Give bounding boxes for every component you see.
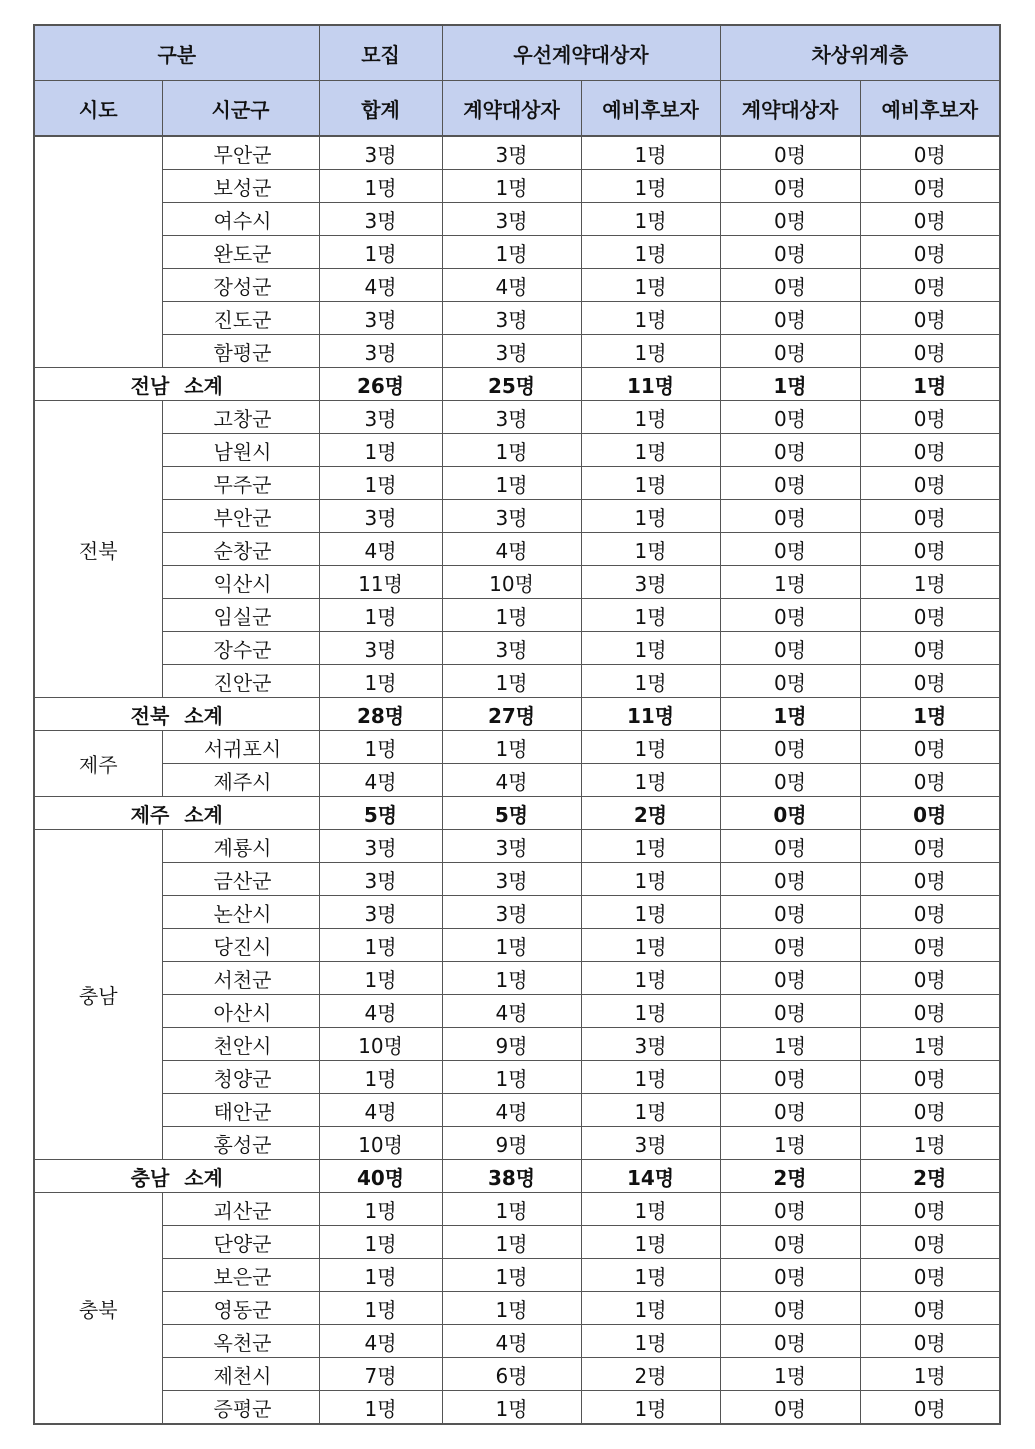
priority-reserve-cell: 1명 xyxy=(581,269,720,302)
subtotal-label: 제주 소계 xyxy=(34,797,319,830)
near-contract-cell: 0명 xyxy=(720,533,860,566)
near-contract-cell: 0명 xyxy=(720,863,860,896)
table-row xyxy=(34,1193,1000,1226)
near-reserve-cell: 0명 xyxy=(860,500,1000,533)
priority-reserve-cell: 3명 xyxy=(581,566,720,599)
total-cell: 1명 xyxy=(319,1061,442,1094)
table-row xyxy=(34,1127,1000,1160)
priority-reserve-cell: 1명 xyxy=(581,302,720,335)
sigungu-cell: 장성군 xyxy=(162,269,319,302)
priority-reserve-cell: 1명 xyxy=(581,335,720,368)
near-reserve-cell: 1명 xyxy=(860,1028,1000,1061)
table-body xyxy=(34,136,1000,1424)
table-row xyxy=(34,302,1000,335)
near-contract-cell: 0명 xyxy=(720,1292,860,1325)
priority-contract-cell: 1명 xyxy=(442,929,581,962)
near-reserve-cell: 0명 xyxy=(860,302,1000,335)
header-group: 구분 xyxy=(34,25,319,81)
sigungu-cell: 계룡시 xyxy=(162,830,319,863)
near-reserve-cell: 0명 xyxy=(860,1259,1000,1292)
priority-reserve-cell: 1명 xyxy=(581,170,720,203)
priority-contract-cell: 3명 xyxy=(442,896,581,929)
priority-reserve-cell: 1명 xyxy=(581,434,720,467)
near-reserve-cell: 0명 xyxy=(860,1061,1000,1094)
near-reserve-cell: 0명 xyxy=(860,995,1000,1028)
sigungu-cell: 청양군 xyxy=(162,1061,319,1094)
priority-contract-cell: 9명 xyxy=(442,1028,581,1061)
near-contract-cell: 1명 xyxy=(720,1127,860,1160)
subtotal-label: 충남 소계 xyxy=(34,1160,319,1193)
priority-reserve-cell: 1명 xyxy=(581,929,720,962)
priority-contract-cell: 3명 xyxy=(442,500,581,533)
subtotal-total-cell: 28명 xyxy=(319,698,442,731)
priority-contract-cell: 1명 xyxy=(442,434,581,467)
sigungu-cell: 진도군 xyxy=(162,302,319,335)
near-contract-cell: 0명 xyxy=(720,1193,860,1226)
priority-contract-cell: 1명 xyxy=(442,467,581,500)
header-near-reserve: 예비후보자 xyxy=(860,81,1000,137)
subtotal-row xyxy=(34,698,1000,731)
priority-contract-cell: 4명 xyxy=(442,533,581,566)
table-row xyxy=(34,1325,1000,1358)
table-row xyxy=(34,863,1000,896)
total-cell: 1명 xyxy=(319,1193,442,1226)
total-cell: 3명 xyxy=(319,896,442,929)
total-cell: 3명 xyxy=(319,401,442,434)
total-cell: 4명 xyxy=(319,764,442,797)
table-row xyxy=(34,236,1000,269)
total-cell: 1명 xyxy=(319,665,442,698)
priority-contract-cell: 1명 xyxy=(442,1193,581,1226)
subtotal-priority-reserve-cell: 14명 xyxy=(581,1160,720,1193)
total-cell: 1명 xyxy=(319,1391,442,1425)
priority-reserve-cell: 1명 xyxy=(581,203,720,236)
table-row xyxy=(34,566,1000,599)
near-reserve-cell: 0명 xyxy=(860,401,1000,434)
sigungu-cell: 부안군 xyxy=(162,500,319,533)
table-row xyxy=(34,1391,1000,1425)
total-cell: 1명 xyxy=(319,731,442,764)
near-reserve-cell: 0명 xyxy=(860,731,1000,764)
near-contract-cell: 0명 xyxy=(720,302,860,335)
priority-contract-cell: 3명 xyxy=(442,203,581,236)
near-contract-cell: 0명 xyxy=(720,335,860,368)
near-contract-cell: 0명 xyxy=(720,401,860,434)
near-contract-cell: 0명 xyxy=(720,1391,860,1425)
priority-reserve-cell: 1명 xyxy=(581,1259,720,1292)
priority-reserve-cell: 3명 xyxy=(581,1028,720,1061)
priority-contract-cell: 3명 xyxy=(442,136,581,170)
near-contract-cell: 0명 xyxy=(720,731,860,764)
priority-reserve-cell: 1명 xyxy=(581,1094,720,1127)
sigungu-cell: 보은군 xyxy=(162,1259,319,1292)
near-contract-cell: 0명 xyxy=(720,962,860,995)
priority-contract-cell: 1명 xyxy=(442,665,581,698)
total-cell: 3명 xyxy=(319,863,442,896)
priority-contract-cell: 1명 xyxy=(442,1061,581,1094)
priority-contract-cell: 3명 xyxy=(442,632,581,665)
table-header xyxy=(34,25,1000,136)
sigungu-cell: 여수시 xyxy=(162,203,319,236)
table-row xyxy=(34,434,1000,467)
table-row xyxy=(34,731,1000,764)
subtotal-total-cell: 5명 xyxy=(319,797,442,830)
total-cell: 4명 xyxy=(319,533,442,566)
header-near-poverty: 차상위계층 xyxy=(720,25,1000,81)
priority-reserve-cell: 1명 xyxy=(581,1325,720,1358)
priority-contract-cell: 1명 xyxy=(442,962,581,995)
sido-cell: 충남 xyxy=(34,830,162,1160)
priority-reserve-cell: 1명 xyxy=(581,665,720,698)
near-reserve-cell: 0명 xyxy=(860,1325,1000,1358)
near-contract-cell: 1명 xyxy=(720,566,860,599)
near-contract-cell: 0명 xyxy=(720,1094,860,1127)
near-reserve-cell: 1명 xyxy=(860,1127,1000,1160)
header-sido: 시도 xyxy=(34,81,162,137)
priority-reserve-cell: 1명 xyxy=(581,1391,720,1425)
priority-contract-cell: 3명 xyxy=(442,335,581,368)
near-reserve-cell: 0명 xyxy=(860,203,1000,236)
header-priority-contract: 계약대상자 xyxy=(442,81,581,137)
near-contract-cell: 0명 xyxy=(720,1226,860,1259)
sigungu-cell: 남원시 xyxy=(162,434,319,467)
total-cell: 3명 xyxy=(319,335,442,368)
near-contract-cell: 0명 xyxy=(720,830,860,863)
subtotal-priority-contract-cell: 38명 xyxy=(442,1160,581,1193)
sido-cell: 전북 xyxy=(34,401,162,698)
priority-reserve-cell: 1명 xyxy=(581,1292,720,1325)
near-reserve-cell: 0명 xyxy=(860,269,1000,302)
priority-contract-cell: 3명 xyxy=(442,830,581,863)
near-reserve-cell: 0명 xyxy=(860,1226,1000,1259)
priority-reserve-cell: 1명 xyxy=(581,896,720,929)
sigungu-cell: 진안군 xyxy=(162,665,319,698)
allocation-table xyxy=(33,24,1001,1425)
near-contract-cell: 0명 xyxy=(720,467,860,500)
subtotal-near-contract-cell: 2명 xyxy=(720,1160,860,1193)
table-row xyxy=(34,1226,1000,1259)
total-cell: 3명 xyxy=(319,203,442,236)
sigungu-cell: 순창군 xyxy=(162,533,319,566)
priority-contract-cell: 1명 xyxy=(442,599,581,632)
table-row xyxy=(34,599,1000,632)
sigungu-cell: 제주시 xyxy=(162,764,319,797)
near-reserve-cell: 0명 xyxy=(860,929,1000,962)
total-cell: 4명 xyxy=(319,1325,442,1358)
sigungu-cell: 완도군 xyxy=(162,236,319,269)
header-recruit: 모집 xyxy=(319,25,442,81)
priority-reserve-cell: 1명 xyxy=(581,764,720,797)
priority-reserve-cell: 1명 xyxy=(581,136,720,170)
near-reserve-cell: 0명 xyxy=(860,1193,1000,1226)
near-contract-cell: 0명 xyxy=(720,995,860,1028)
priority-contract-cell: 1명 xyxy=(442,170,581,203)
near-contract-cell: 0명 xyxy=(720,136,860,170)
table-row xyxy=(34,1028,1000,1061)
table-row xyxy=(34,896,1000,929)
sigungu-cell: 서귀포시 xyxy=(162,731,319,764)
priority-reserve-cell: 1명 xyxy=(581,1061,720,1094)
sigungu-cell: 태안군 xyxy=(162,1094,319,1127)
total-cell: 4명 xyxy=(319,995,442,1028)
table-row xyxy=(34,830,1000,863)
near-contract-cell: 0명 xyxy=(720,599,860,632)
total-cell: 1명 xyxy=(319,434,442,467)
sigungu-cell: 함평군 xyxy=(162,335,319,368)
priority-reserve-cell: 1명 xyxy=(581,500,720,533)
priority-contract-cell: 4명 xyxy=(442,1094,581,1127)
priority-reserve-cell: 1명 xyxy=(581,533,720,566)
total-cell: 1명 xyxy=(319,236,442,269)
near-reserve-cell: 0명 xyxy=(860,632,1000,665)
subtotal-near-reserve-cell: 2명 xyxy=(860,1160,1000,1193)
priority-contract-cell: 6명 xyxy=(442,1358,581,1391)
sigungu-cell: 홍성군 xyxy=(162,1127,319,1160)
table-row xyxy=(34,401,1000,434)
table-row xyxy=(34,500,1000,533)
near-reserve-cell: 1명 xyxy=(860,1358,1000,1391)
near-reserve-cell: 0명 xyxy=(860,236,1000,269)
table-row xyxy=(34,665,1000,698)
near-contract-cell: 0명 xyxy=(720,170,860,203)
header-priority-reserve: 예비후보자 xyxy=(581,81,720,137)
priority-contract-cell: 1명 xyxy=(442,1391,581,1425)
sigungu-cell: 임실군 xyxy=(162,599,319,632)
priority-contract-cell: 9명 xyxy=(442,1127,581,1160)
sigungu-cell: 영동군 xyxy=(162,1292,319,1325)
total-cell: 4명 xyxy=(319,1094,442,1127)
near-contract-cell: 0명 xyxy=(720,764,860,797)
subtotal-priority-reserve-cell: 2명 xyxy=(581,797,720,830)
header-priority: 우선계약대상자 xyxy=(442,25,720,81)
near-reserve-cell: 0명 xyxy=(860,764,1000,797)
total-cell: 1명 xyxy=(319,599,442,632)
total-cell: 3명 xyxy=(319,830,442,863)
total-cell: 10명 xyxy=(319,1127,442,1160)
total-cell: 1명 xyxy=(319,1292,442,1325)
total-cell: 1명 xyxy=(319,467,442,500)
table-row xyxy=(34,136,1000,170)
near-reserve-cell: 0명 xyxy=(860,830,1000,863)
near-reserve-cell: 1명 xyxy=(860,566,1000,599)
table-row xyxy=(34,1358,1000,1391)
priority-reserve-cell: 1명 xyxy=(581,599,720,632)
total-cell: 1명 xyxy=(319,929,442,962)
table-row xyxy=(34,203,1000,236)
subtotal-near-contract-cell: 0명 xyxy=(720,797,860,830)
sigungu-cell: 익산시 xyxy=(162,566,319,599)
near-reserve-cell: 0명 xyxy=(860,962,1000,995)
priority-reserve-cell: 1명 xyxy=(581,830,720,863)
near-reserve-cell: 0명 xyxy=(860,335,1000,368)
sigungu-cell: 아산시 xyxy=(162,995,319,1028)
subtotal-priority-contract-cell: 25명 xyxy=(442,368,581,401)
subtotal-near-contract-cell: 1명 xyxy=(720,368,860,401)
near-contract-cell: 0명 xyxy=(720,1325,860,1358)
sido-cell: 충북 xyxy=(34,1193,162,1425)
sigungu-cell: 당진시 xyxy=(162,929,319,962)
priority-contract-cell: 10명 xyxy=(442,566,581,599)
table-row xyxy=(34,995,1000,1028)
subtotal-near-reserve-cell: 1명 xyxy=(860,368,1000,401)
priority-contract-cell: 1명 xyxy=(442,236,581,269)
total-cell: 3명 xyxy=(319,500,442,533)
sigungu-cell: 고창군 xyxy=(162,401,319,434)
subtotal-total-cell: 26명 xyxy=(319,368,442,401)
sigungu-cell: 천안시 xyxy=(162,1028,319,1061)
near-contract-cell: 0명 xyxy=(720,269,860,302)
table-row xyxy=(34,632,1000,665)
header-total: 합계 xyxy=(319,81,442,137)
near-contract-cell: 0명 xyxy=(720,632,860,665)
subtotal-priority-contract-cell: 5명 xyxy=(442,797,581,830)
priority-reserve-cell: 1명 xyxy=(581,401,720,434)
total-cell: 3명 xyxy=(319,302,442,335)
priority-reserve-cell: 1명 xyxy=(581,962,720,995)
sido-cell: 제주 xyxy=(34,731,162,797)
near-reserve-cell: 0명 xyxy=(860,434,1000,467)
priority-reserve-cell: 1명 xyxy=(581,1226,720,1259)
priority-contract-cell: 3명 xyxy=(442,302,581,335)
subtotal-near-reserve-cell: 1명 xyxy=(860,698,1000,731)
subtotal-row xyxy=(34,368,1000,401)
priority-reserve-cell: 2명 xyxy=(581,1358,720,1391)
total-cell: 1명 xyxy=(319,1259,442,1292)
sigungu-cell: 무안군 xyxy=(162,136,319,170)
near-contract-cell: 1명 xyxy=(720,1358,860,1391)
priority-reserve-cell: 1명 xyxy=(581,236,720,269)
priority-contract-cell: 4명 xyxy=(442,1325,581,1358)
total-cell: 3명 xyxy=(319,632,442,665)
near-reserve-cell: 0명 xyxy=(860,136,1000,170)
near-contract-cell: 0명 xyxy=(720,236,860,269)
table-row xyxy=(34,1094,1000,1127)
table-row xyxy=(34,269,1000,302)
table-row xyxy=(34,1259,1000,1292)
subtotal-row xyxy=(34,1160,1000,1193)
total-cell: 4명 xyxy=(319,269,442,302)
subtotal-near-reserve-cell: 0명 xyxy=(860,797,1000,830)
subtotal-priority-reserve-cell: 11명 xyxy=(581,368,720,401)
near-contract-cell: 0명 xyxy=(720,665,860,698)
near-reserve-cell: 0명 xyxy=(860,665,1000,698)
sigungu-cell: 괴산군 xyxy=(162,1193,319,1226)
priority-contract-cell: 4명 xyxy=(442,995,581,1028)
total-cell: 10명 xyxy=(319,1028,442,1061)
near-contract-cell: 0명 xyxy=(720,434,860,467)
table-row xyxy=(34,764,1000,797)
near-reserve-cell: 0명 xyxy=(860,1292,1000,1325)
near-reserve-cell: 0명 xyxy=(860,1391,1000,1425)
table-row xyxy=(34,467,1000,500)
priority-reserve-cell: 1명 xyxy=(581,863,720,896)
subtotal-near-contract-cell: 1명 xyxy=(720,698,860,731)
sigungu-cell: 제천시 xyxy=(162,1358,319,1391)
header-row-sub xyxy=(34,81,1000,137)
priority-contract-cell: 4명 xyxy=(442,764,581,797)
near-contract-cell: 0명 xyxy=(720,1259,860,1292)
total-cell: 11명 xyxy=(319,566,442,599)
header-sigungu: 시군구 xyxy=(162,81,319,137)
near-reserve-cell: 0명 xyxy=(860,467,1000,500)
priority-contract-cell: 1명 xyxy=(442,731,581,764)
near-contract-cell: 0명 xyxy=(720,929,860,962)
sigungu-cell: 무주군 xyxy=(162,467,319,500)
table-row xyxy=(34,929,1000,962)
near-reserve-cell: 0명 xyxy=(860,533,1000,566)
priority-contract-cell: 3명 xyxy=(442,401,581,434)
table-row xyxy=(34,1061,1000,1094)
priority-reserve-cell: 1명 xyxy=(581,632,720,665)
subtotal-label: 전남 소계 xyxy=(34,368,319,401)
sigungu-cell: 옥천군 xyxy=(162,1325,319,1358)
table-row xyxy=(34,335,1000,368)
table-row xyxy=(34,533,1000,566)
total-cell: 3명 xyxy=(319,136,442,170)
priority-reserve-cell: 3명 xyxy=(581,1127,720,1160)
sigungu-cell: 서천군 xyxy=(162,962,319,995)
priority-reserve-cell: 1명 xyxy=(581,1193,720,1226)
table-row xyxy=(34,170,1000,203)
subtotal-row xyxy=(34,797,1000,830)
priority-reserve-cell: 1명 xyxy=(581,731,720,764)
priority-contract-cell: 4명 xyxy=(442,269,581,302)
priority-contract-cell: 1명 xyxy=(442,1292,581,1325)
near-contract-cell: 0명 xyxy=(720,896,860,929)
sigungu-cell: 증평군 xyxy=(162,1391,319,1425)
priority-reserve-cell: 1명 xyxy=(581,995,720,1028)
subtotal-priority-reserve-cell: 11명 xyxy=(581,698,720,731)
sido-cell xyxy=(34,136,162,368)
sigungu-cell: 금산군 xyxy=(162,863,319,896)
priority-contract-cell: 1명 xyxy=(442,1226,581,1259)
total-cell: 1명 xyxy=(319,1226,442,1259)
priority-contract-cell: 1명 xyxy=(442,1259,581,1292)
header-near-contract: 계약대상자 xyxy=(720,81,860,137)
sigungu-cell: 단양군 xyxy=(162,1226,319,1259)
near-contract-cell: 0명 xyxy=(720,203,860,236)
sigungu-cell: 논산시 xyxy=(162,896,319,929)
subtotal-total-cell: 40명 xyxy=(319,1160,442,1193)
total-cell: 7명 xyxy=(319,1358,442,1391)
subtotal-label: 전북 소계 xyxy=(34,698,319,731)
priority-reserve-cell: 1명 xyxy=(581,467,720,500)
near-reserve-cell: 0명 xyxy=(860,170,1000,203)
header-row-top xyxy=(34,25,1000,81)
priority-contract-cell: 3명 xyxy=(442,863,581,896)
sigungu-cell: 장수군 xyxy=(162,632,319,665)
sigungu-cell: 보성군 xyxy=(162,170,319,203)
near-contract-cell: 1명 xyxy=(720,1028,860,1061)
near-reserve-cell: 0명 xyxy=(860,896,1000,929)
total-cell: 1명 xyxy=(319,170,442,203)
table-row xyxy=(34,1292,1000,1325)
near-reserve-cell: 0명 xyxy=(860,1094,1000,1127)
subtotal-priority-contract-cell: 27명 xyxy=(442,698,581,731)
near-reserve-cell: 0명 xyxy=(860,863,1000,896)
total-cell: 1명 xyxy=(319,962,442,995)
table-row xyxy=(34,962,1000,995)
near-contract-cell: 0명 xyxy=(720,500,860,533)
near-reserve-cell: 0명 xyxy=(860,599,1000,632)
near-contract-cell: 0명 xyxy=(720,1061,860,1094)
